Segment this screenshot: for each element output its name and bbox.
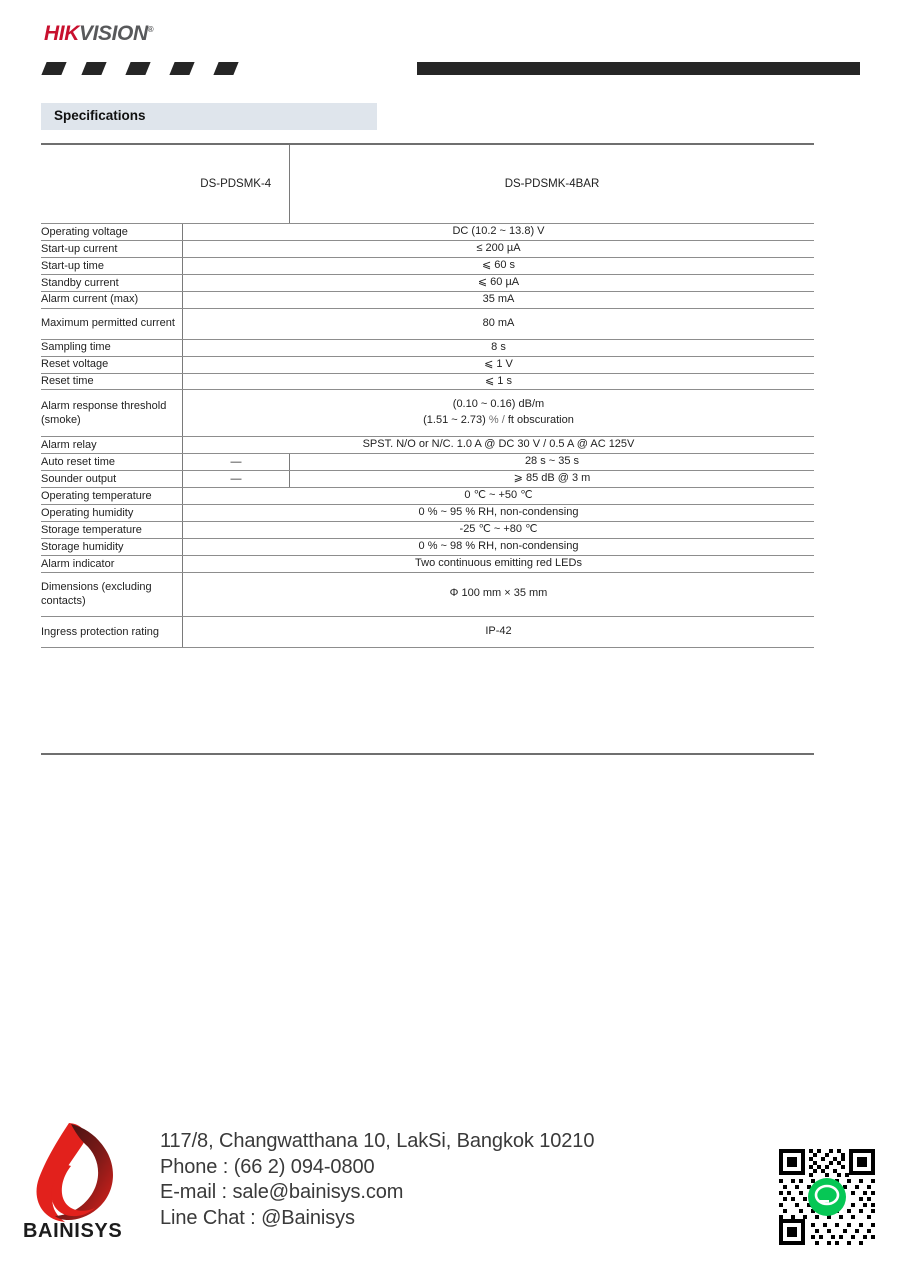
header-slash-icon-3 [125, 62, 150, 75]
footer-address: 117/8, Changwatthana 10, LakSi, Bangkok 10210 [160, 1130, 595, 1152]
header-cell-model-a: DS-PDSMK-4 [183, 144, 290, 224]
row-label: Alarm relay [41, 437, 183, 454]
row-value-model-a: — [183, 454, 290, 471]
table-row [41, 454, 814, 471]
row-value: 0 ℃ ~ +50 ℃ [183, 488, 815, 505]
header-slash-icon-5 [213, 62, 238, 75]
row-label: Alarm current (max) [41, 291, 183, 308]
row-value-model-a: — [183, 471, 290, 488]
row-value: 8 s [183, 339, 815, 356]
row-value-model-b: ⩾ 85 dB @ 3 m [290, 471, 815, 488]
line-qr-code[interactable] [775, 1145, 879, 1249]
row-label: Storage temperature [41, 522, 183, 539]
row-value: ⩽ 60 s [183, 257, 815, 274]
table-row [41, 257, 814, 274]
row-label: Maximum permitted current [41, 308, 183, 339]
row-value-line-2-suffix: ft obscuration [507, 414, 574, 427]
row-label: Sounder output [41, 471, 183, 488]
row-label: Start-up time [41, 257, 183, 274]
bainisys-wordmark: BAINISYS [23, 1220, 123, 1242]
table-row [41, 356, 814, 373]
header-slash-icon-4 [169, 62, 194, 75]
table-row [41, 291, 814, 308]
footer-phone: Phone : (66 2) 094-0800 [160, 1155, 375, 1178]
row-value: SPST. N/O or N/C. 1.0 A @ DC 30 V / 0.5 A @ AC 125V [183, 437, 815, 454]
row-label: Start-up current [41, 240, 183, 257]
row-label: Operating humidity [41, 505, 183, 522]
row-value-line-1: (0.10 ~ 0.16) dB/m [452, 398, 545, 411]
header-slash-icon-1 [41, 62, 66, 75]
table-row [41, 488, 814, 505]
row-label: Operating temperature [41, 488, 183, 505]
table-row [41, 505, 814, 522]
header-decorative-rule [40, 62, 860, 75]
row-value: DC (10.2 ~ 13.8) V [183, 224, 815, 241]
row-value: 0 % ~ 98 % RH, non-condensing [183, 538, 815, 555]
specifications-table [41, 143, 814, 648]
table-row [41, 373, 814, 390]
row-value: 35 mA [183, 291, 815, 308]
row-label: Storage humidity [41, 538, 183, 555]
row-value: -25 ℃ ~ +80 ℃ [183, 522, 815, 539]
table-header-row [41, 144, 814, 224]
specifications-table-body [41, 144, 814, 647]
table-bottom-rule [41, 753, 814, 755]
row-label: Standby current [41, 274, 183, 291]
row-value-line-2 [183, 413, 814, 429]
row-value-multiline [183, 390, 815, 437]
row-value-line-2-range: (1.51 ~ 2.73) [423, 414, 486, 427]
table-row [41, 308, 814, 339]
table-row [41, 240, 814, 257]
table-row [41, 522, 814, 539]
row-label: Dimensions (excluding contacts) [41, 572, 183, 616]
page-title: Specifications [54, 108, 146, 123]
row-value: ⩽ 1 s [183, 373, 815, 390]
row-value: IP-42 [183, 616, 815, 647]
row-value: ≤ 200 µA [183, 240, 815, 257]
header-solid-bar [417, 62, 860, 75]
table-row [41, 437, 814, 454]
row-label: Operating voltage [41, 224, 183, 241]
specifications-section-band [41, 103, 377, 130]
hikvision-logo-vision: VISION [78, 22, 148, 45]
row-value-model-b: 28 s ~ 35 s [290, 454, 815, 471]
footer-contact-block [160, 1129, 594, 1231]
table-row [41, 572, 814, 616]
row-label: Reset time [41, 373, 183, 390]
hikvision-logo [44, 22, 153, 46]
table-row [41, 390, 814, 437]
registered-trademark-icon: ® [147, 25, 154, 34]
header-cell-model-b: DS-PDSMK-4BAR [290, 144, 815, 224]
row-label: Alarm indicator [41, 555, 183, 572]
header-slash-icon-2 [81, 62, 106, 75]
table-row [41, 224, 814, 241]
header-cell-blank [41, 144, 183, 224]
footer-line-chat[interactable]: Line Chat : @Bainisys [160, 1206, 355, 1229]
row-label: Reset voltage [41, 356, 183, 373]
row-value: Two continuous emitting red LEDs [183, 555, 815, 572]
row-label: Ingress protection rating [41, 616, 183, 647]
row-value: 80 mA [183, 308, 815, 339]
hikvision-logo-hik: HIK [44, 22, 79, 45]
table-row [41, 538, 814, 555]
row-value: ⩽ 1 V [183, 356, 815, 373]
row-label: Alarm response threshold (smoke) [41, 390, 183, 437]
row-value: Φ 100 mm × 35 mm [183, 572, 815, 616]
page-footer [0, 1112, 900, 1270]
row-label: Sampling time [41, 339, 183, 356]
table-row [41, 274, 814, 291]
row-value: 0 % ~ 95 % RH, non-condensing [183, 505, 815, 522]
table-row [41, 555, 814, 572]
row-value-line-2-unit: % / [488, 414, 505, 427]
row-label: Auto reset time [41, 454, 183, 471]
row-value: ⩽ 60 µA [183, 274, 815, 291]
table-row [41, 616, 814, 647]
table-row [41, 471, 814, 488]
footer-email[interactable]: E-mail : sale@bainisys.com [160, 1181, 404, 1203]
table-row [41, 339, 814, 356]
